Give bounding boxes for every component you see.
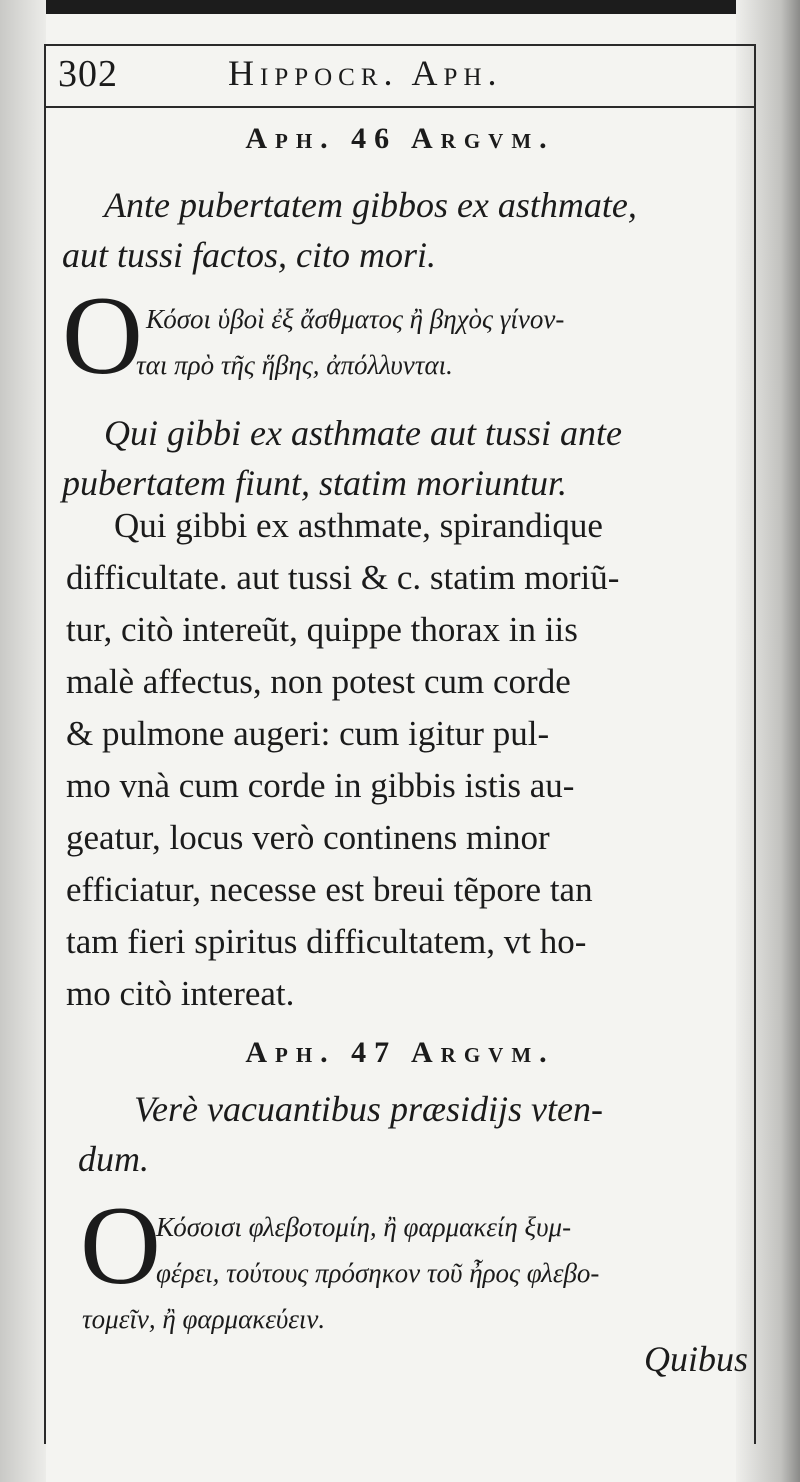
running-head: [58, 52, 748, 102]
aph-47-heading: Aph. 47 Argvm.: [245, 1036, 555, 1069]
greek-line: Κόσοισι φλεβοτομίη, ἢ φαρμακείη ξυμ-: [156, 1212, 572, 1242]
aph-46-argument: [62, 180, 744, 280]
commentary-line: mo citò intereat.: [66, 974, 295, 1013]
aph-47-greek-text: [82, 1204, 746, 1342]
frame-rule-left: [44, 44, 46, 1444]
frame-rule-head: [44, 106, 756, 108]
translation-line: pubertatem fiunt, statim moriuntur.: [62, 463, 568, 503]
commentary-line: & pulmone augeri: cum igitur pul-: [66, 714, 550, 753]
greek-line: τομεῖν, ἢ φαρμακεύειν.: [82, 1304, 326, 1334]
commentary-line: malè affectus, non potest cum corde: [66, 662, 571, 701]
commentary-line: difficultate. aut tussi & c. statim moriũ-: [66, 558, 620, 597]
translation-line: Qui gibbi ex asthmate aut tussi ante: [104, 413, 622, 453]
page-top-edge: [0, 0, 800, 14]
aph-46-commentary: [66, 500, 746, 1020]
aph-47-greek-initial: O: [80, 1184, 161, 1308]
running-title: Hippocr. Aph.: [228, 53, 503, 93]
commentary-line: mo vnà cum corde in gibbis istis au-: [66, 766, 575, 805]
commentary-line: efficiatur, necesse est breui tẽpore tan: [66, 870, 593, 909]
aph-46-translation: [62, 408, 744, 508]
aph-46-heading: Aph. 46 Argvm.: [245, 122, 555, 155]
catchword: Quibus: [643, 1339, 748, 1379]
argument-line: dum.: [78, 1139, 149, 1179]
commentary-line: geatur, locus verò continens minor: [66, 818, 550, 857]
greek-line: Κόσοι ὑβοὶ ἐξ ἄσθματος ἢ βηχὸς γίνον-: [146, 304, 565, 334]
page-left-shadow: [0, 0, 46, 1482]
aph-47-argument: [78, 1084, 744, 1184]
aph-46-greek-text: [136, 296, 746, 388]
argument-line: aut tussi factos, cito mori.: [62, 235, 437, 275]
argument-line: Verè vacuantibus præsidijs vten-: [134, 1089, 603, 1129]
aph-46-greek-initial: O: [62, 274, 143, 398]
frame-rule-top: [44, 44, 756, 46]
greek-line: φέρει, τούτους πρόσηκον τοῦ ἦρος φλεβο-: [156, 1258, 600, 1288]
greek-line: ται πρὸ τῆς ἥβης, ἀπόλλυνται.: [136, 350, 453, 380]
page-number: 302: [58, 53, 118, 95]
commentary-line: tam fieri spiritus difficultatem, vt ho-: [66, 922, 587, 961]
commentary-line: tur, citò intereũt, quippe thorax in iis: [66, 610, 578, 649]
frame-rule-right: [754, 44, 756, 1444]
commentary-line: Qui gibbi ex asthmate, spirandique: [114, 506, 603, 545]
argument-line: Ante pubertatem gibbos ex asthmate,: [104, 185, 637, 225]
